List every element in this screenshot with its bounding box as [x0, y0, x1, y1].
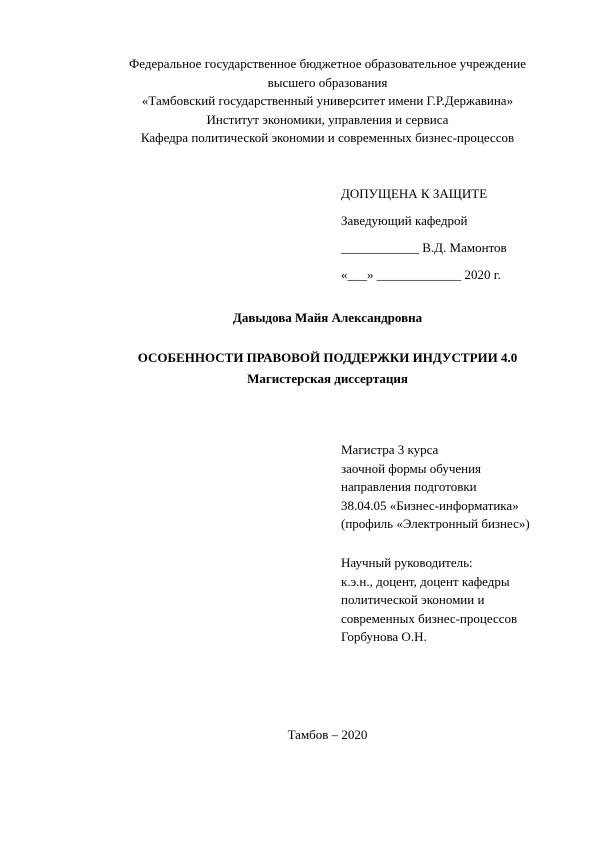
supervisor-info-line: современных бизнес-процессов	[341, 610, 518, 626]
student-info-line: заочной формы обучения	[341, 460, 482, 476]
header-line: Федеральное государственное бюджетное образовательное учреждение	[129, 56, 526, 71]
author-name: Давыдова Майя Александровна	[232, 310, 423, 325]
approval-signature-line: ____________ В.Д. Мамонтов	[341, 240, 507, 255]
header-line: Кафедра политической экономии и современных бизнес-процессов	[140, 130, 515, 145]
header-line: «Тамбовский государственный университет имени Г.Р.Державина»	[141, 93, 514, 108]
student-info	[341, 441, 586, 534]
approval-block	[341, 180, 581, 288]
city-year: Тамбов – 2020	[287, 727, 368, 742]
approval-date-line: «___» _____________ 2020 г.	[341, 267, 501, 282]
approval-line: ДОПУЩЕНА К ЗАЩИТЕ	[341, 186, 488, 201]
student-info-line: (профиль «Электронный бизнес»)	[341, 516, 530, 531]
header-line: Институт экономики, управления и сервиса	[206, 111, 449, 127]
approval-line: Заведующий кафедрой	[341, 213, 468, 228]
header-line: высшего образования	[267, 74, 388, 90]
supervisor-info-line: Горбунова О.Н.	[341, 629, 427, 644]
supervisor-info-line: к.э.н., доцент, доцент кафедры	[341, 573, 510, 589]
institution-header	[60, 55, 595, 148]
student-info-line: Магистра 3 курса	[341, 442, 439, 457]
supervisor-info-line: политической экономии и	[341, 592, 485, 607]
thesis-title: ОСОБЕННОСТИ ПРАВОВОЙ ПОДДЕРЖКИ ИНДУСТРИИ 4.0	[137, 350, 518, 365]
supervisor-info-line: Научный руководитель:	[341, 555, 473, 570]
student-info-line: 38.04.05 «Бизнес-информатика»	[341, 497, 519, 513]
supervisor-info	[341, 554, 586, 647]
thesis-type: Магистерская диссертация	[247, 371, 408, 386]
student-info-line: направления подготовки	[341, 479, 477, 494]
